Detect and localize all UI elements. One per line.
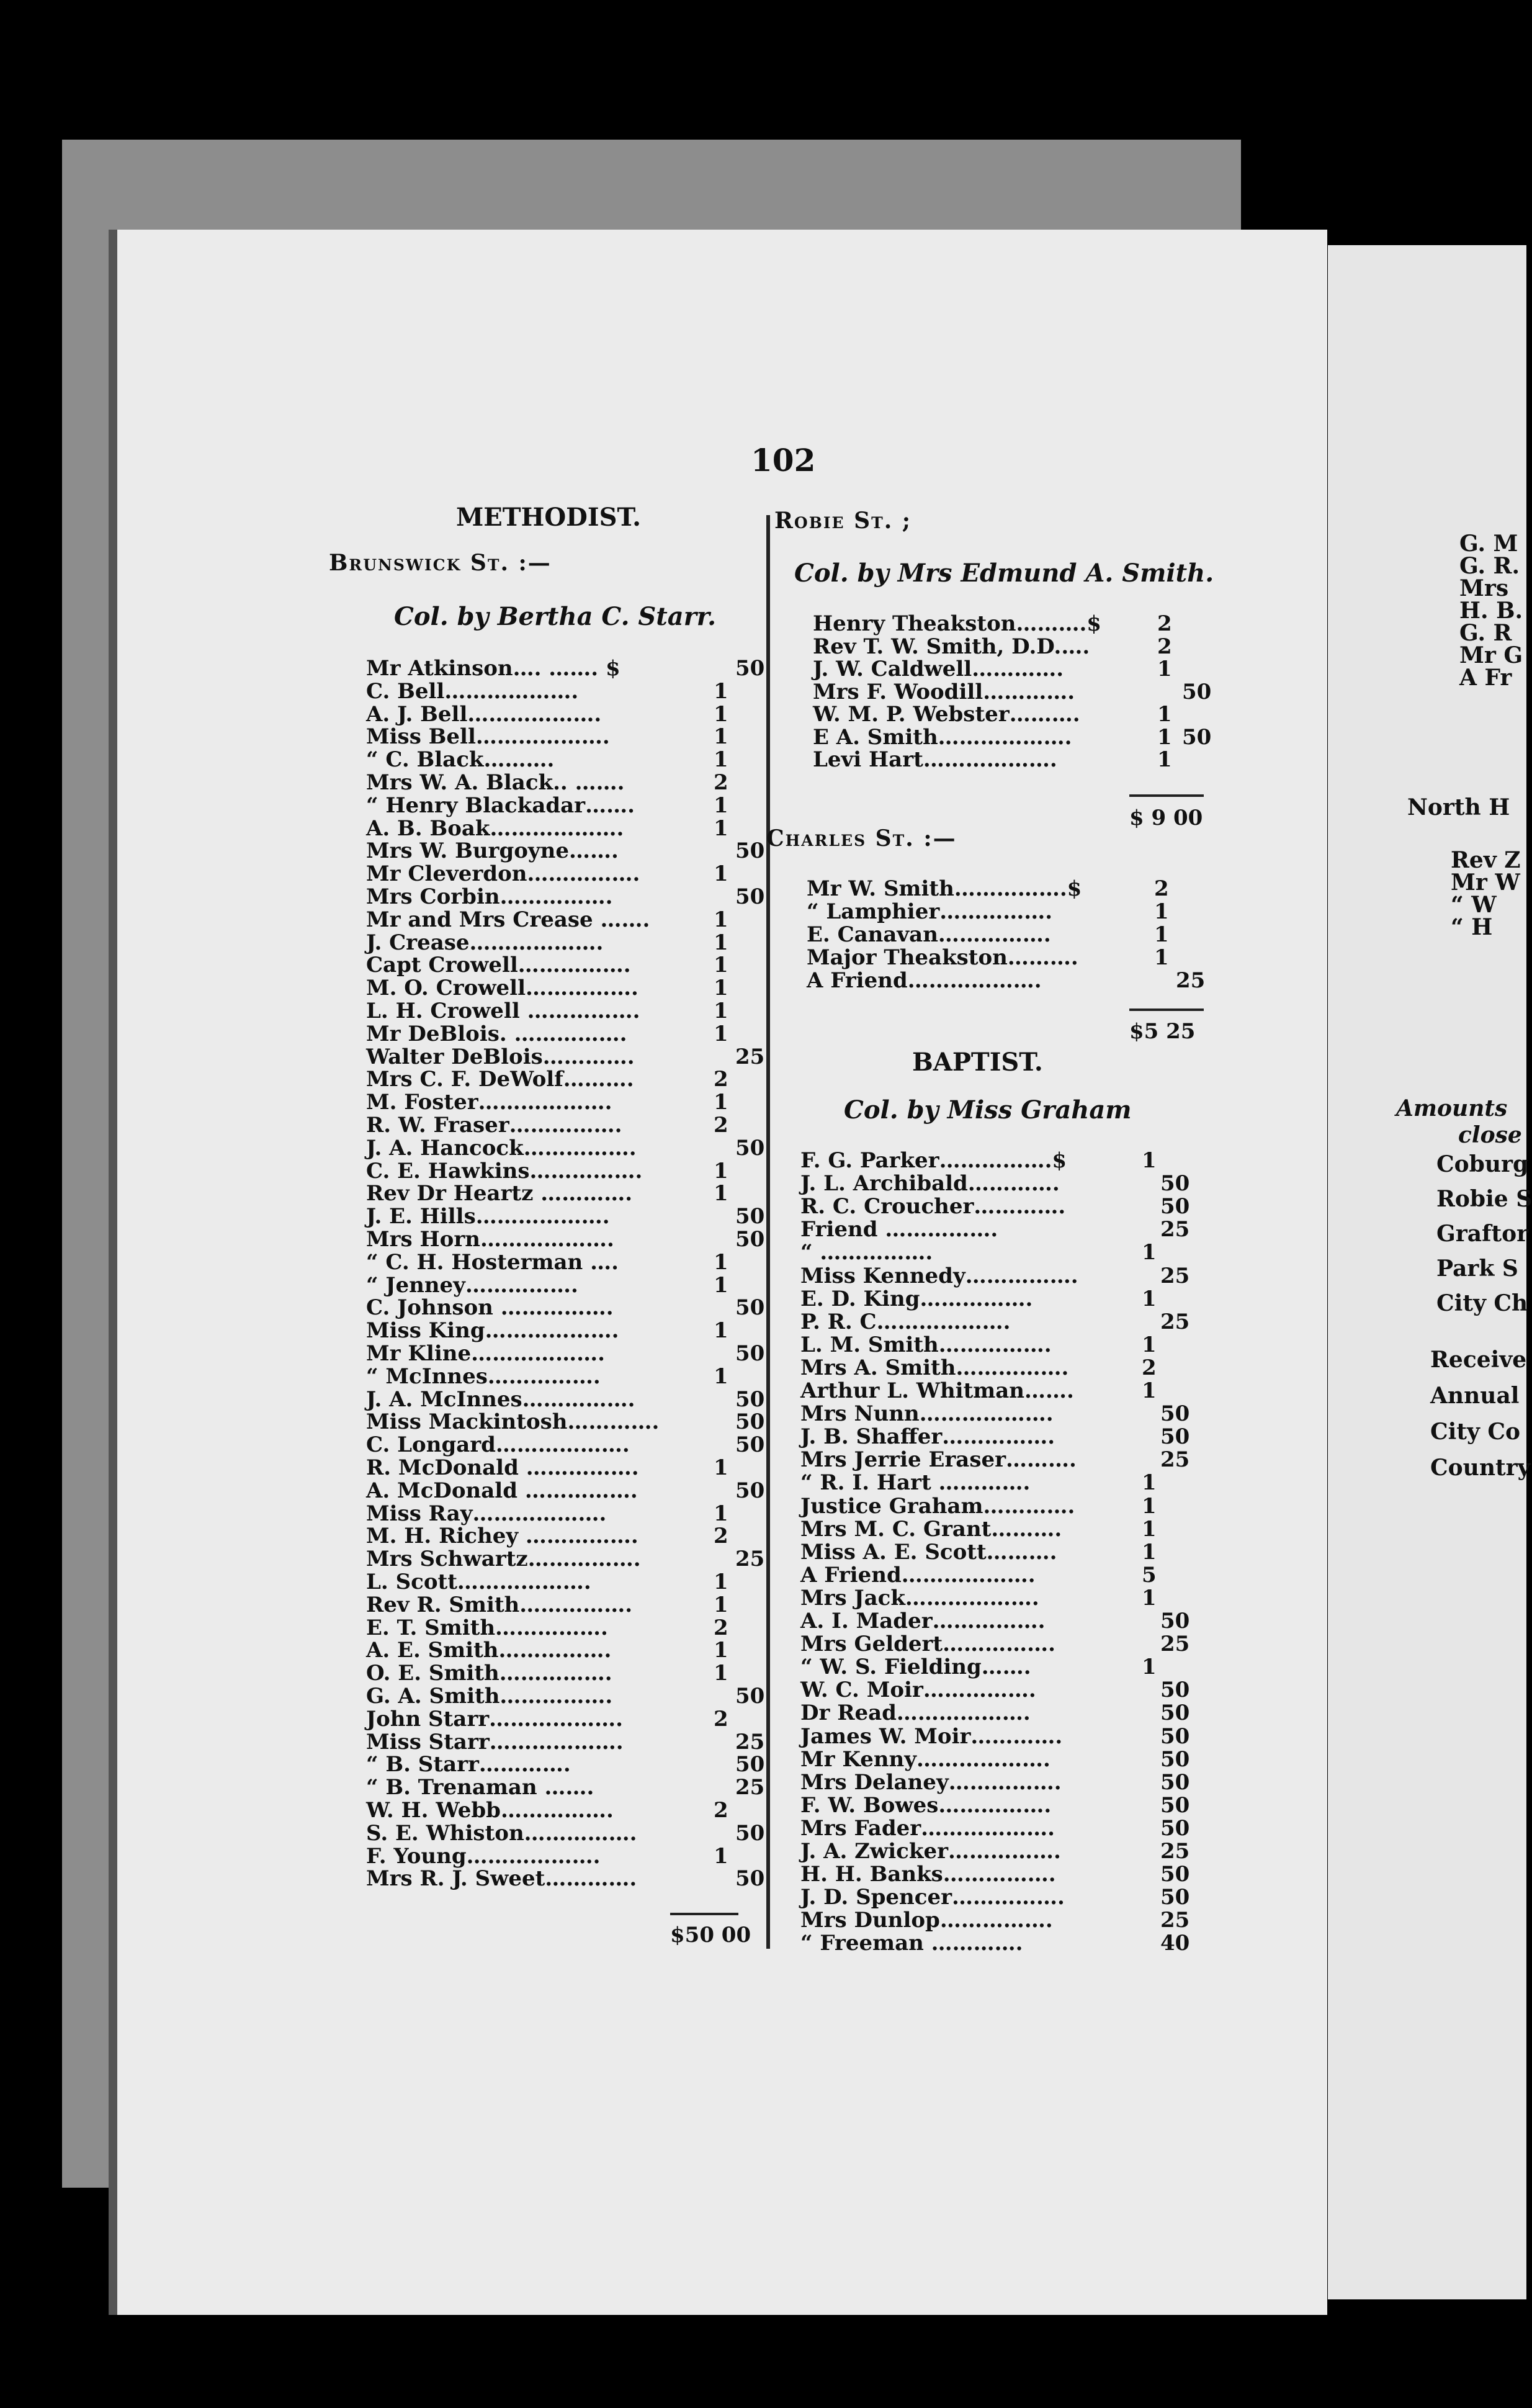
entry-name: A Friend………………. — [807, 968, 1042, 993]
adjacent-line: H. B. — [1459, 598, 1523, 624]
entry-dollars: 2 — [1154, 876, 1169, 901]
entry-dollars: 1 — [1157, 657, 1172, 681]
entry-name: Mr W. Smith…………….$ — [807, 876, 1082, 901]
adjacent-north: North H — [1407, 794, 1510, 820]
entry-name: “ Lamphier……………. — [807, 899, 1053, 924]
entry-name: C. E. Hawkins……………. — [366, 1158, 643, 1184]
adjacent-line: Rev Z — [1451, 847, 1521, 873]
entry-name: Mr and Mrs Crease ……. — [366, 907, 650, 932]
adjacent-line: Graftor — [1436, 1221, 1529, 1247]
entry-cents: 50 — [1160, 1401, 1190, 1427]
section-charles: Charles St. :— — [766, 825, 957, 851]
entry-dollars: 1 — [714, 1570, 728, 1594]
adjacent-line: City Co — [1430, 1419, 1521, 1445]
entry-dollars: 1 — [1154, 922, 1169, 947]
entry-name: Miss A. E. Scott………. — [800, 1539, 1057, 1565]
entry-name: Mrs A. Smith……………. — [800, 1355, 1069, 1380]
adjacent-line: Mr W — [1451, 869, 1520, 896]
entry-dollars: 1 — [714, 999, 728, 1023]
entry-dollars: 2 — [714, 1706, 728, 1732]
entry-dollars: 1 — [714, 815, 728, 841]
entry-name: Mrs C. F. DeWolf………. — [366, 1067, 634, 1092]
entry-cents: 50 — [735, 1478, 765, 1503]
entry-name: H. H. Banks……………. — [800, 1862, 1056, 1887]
entry-name: Miss Bell………………. — [366, 724, 610, 750]
adjacent-line: Annual — [1430, 1383, 1520, 1409]
entry-cents: 50 — [735, 1227, 765, 1252]
entry-dollars: 1 — [714, 1661, 728, 1686]
entry-name: R. McDonald ……………. — [366, 1455, 639, 1480]
entry-name: M. Foster………………. — [366, 1090, 612, 1115]
entry-name: “ Freeman …………. — [800, 1931, 1023, 1956]
heading-methodist: METHODIST. — [456, 503, 641, 532]
entry-name: L. Scott………………. — [366, 1570, 591, 1594]
entry-cents: 50 — [1160, 1723, 1190, 1749]
entry-name: Mrs Dunlop……………. — [800, 1908, 1053, 1933]
entry-cents: 50 — [1160, 1194, 1190, 1220]
entry-cents: 50 — [1160, 1792, 1190, 1818]
entry-dollars: 1 — [714, 1249, 728, 1275]
entry-dollars: 1 — [714, 1501, 728, 1526]
entry-dollars: 1 — [1142, 1286, 1157, 1311]
entry-name: “ Henry Blackadar……. — [366, 793, 635, 818]
entry-dollars: 1 — [714, 1272, 728, 1298]
total-rule-left — [670, 1913, 738, 1915]
entry-dollars: 1 — [714, 1638, 728, 1663]
total-rule-robie — [1129, 794, 1204, 797]
entry-dollars: 1 — [714, 1592, 728, 1617]
entry-cents: 40 — [1160, 1931, 1190, 1956]
entry-cents: 50 — [1160, 1678, 1190, 1703]
entry-dollars: 1 — [1142, 1332, 1157, 1357]
entry-cents: 25 — [735, 1775, 765, 1800]
entry-cents: 25 — [1160, 1217, 1190, 1242]
adjacent-line: Receive — [1430, 1347, 1527, 1373]
section-brunswick: Brunswick St. :— — [329, 550, 552, 576]
entry-cents: 50 — [1160, 1769, 1190, 1795]
entry-name: Mrs M. C. Grant………. — [800, 1516, 1062, 1542]
adjacent-line: Coburg — [1436, 1151, 1529, 1177]
entry-name: “ B. Trenaman ……. — [366, 1775, 594, 1800]
entry-name: Major Theakston………. — [807, 945, 1078, 970]
entry-name: A. B. Boak………………. — [366, 815, 624, 841]
entry-dollars: 1 — [714, 907, 728, 932]
entry-cents: 50 — [735, 1295, 765, 1321]
total-rule-charles — [1129, 1009, 1204, 1011]
heading-baptist: BAPTIST. — [912, 1048, 1043, 1077]
entry-dollars: 1 — [714, 1158, 728, 1184]
entry-name: J. A. McInnes……………. — [366, 1386, 635, 1412]
entry-name: Mr Kline………………. — [366, 1341, 605, 1366]
column-rule — [766, 515, 770, 1949]
entry-name: Mrs Jerrie Eraser………. — [800, 1447, 1077, 1473]
entry-dollars: 1 — [1154, 899, 1169, 924]
entry-name: Friend ……………. — [800, 1217, 998, 1242]
entry-dollars: 1 — [1154, 945, 1169, 970]
entry-name: J. Crease………………. — [366, 930, 604, 955]
entry-name: A. E. Smith……………. — [366, 1638, 612, 1663]
entry-dollars: 1 — [714, 1363, 728, 1389]
entry-cents: 25 — [735, 1729, 765, 1754]
entry-name: Mrs Geldert……………. — [800, 1632, 1055, 1657]
entry-dollars: 1 — [714, 793, 728, 818]
adjacent-line: Country — [1430, 1455, 1531, 1481]
entry-name: “ W. S. Fielding……. — [800, 1655, 1031, 1680]
entry-dollars: 1 — [714, 1090, 728, 1115]
entry-cents: 50 — [735, 1386, 765, 1412]
entry-name: C. Longard………………. — [366, 1432, 630, 1458]
entry-name: Mrs F. Woodill…………. — [813, 679, 1075, 704]
entry-dollars: 1 — [714, 861, 728, 887]
adjacent-line: Mr G — [1459, 642, 1523, 668]
entry-name: M. O. Crowell……………. — [366, 976, 638, 1001]
entry-dollars: 1 — [1157, 747, 1172, 772]
entry-cents: 25 — [1160, 1632, 1190, 1657]
entry-dollars: 1 — [714, 1843, 728, 1869]
adjacent-line: A Fr — [1459, 665, 1512, 691]
entry-dollars: 1 — [1142, 1148, 1157, 1173]
entry-dollars: 1 — [1142, 1655, 1157, 1680]
entry-cents: 50 — [735, 838, 765, 864]
entry-cents: 50 — [1160, 1885, 1190, 1910]
total-charles: $5 25 — [1129, 1019, 1196, 1044]
entry-name: J. A. Hancock……………. — [366, 1135, 637, 1161]
entry-dollars: 1 — [714, 1181, 728, 1206]
entry-name: W. M. P. Webster………. — [813, 702, 1080, 727]
entry-name: E. T. Smith……………. — [366, 1615, 608, 1640]
entry-name: Mrs Delaney……………. — [800, 1769, 1062, 1795]
adjacent-line: G. M — [1459, 531, 1518, 557]
entry-name: John Starr………………. — [366, 1706, 623, 1732]
entry-dollars: 1 — [1142, 1516, 1157, 1542]
entry-name: James W. Moir…………. — [800, 1723, 1063, 1749]
entry-cents: 25 — [735, 1044, 765, 1069]
entry-dollars: 1 — [714, 724, 728, 750]
entry-dollars: 1 — [1157, 702, 1172, 727]
entry-dollars: 1 — [1142, 1539, 1157, 1565]
entry-name: Miss King………………. — [366, 1318, 619, 1344]
adjacent-close: close — [1458, 1122, 1522, 1148]
entry-dollars: 1 — [714, 953, 728, 978]
section-robie: Robie St. ; — [774, 508, 912, 534]
entry-name: Mr Cleverdon……………. — [366, 861, 640, 887]
entry-name: Rev T. W. Smith, D.D.…. — [813, 634, 1090, 659]
entry-name: A. McDonald ……………. — [366, 1478, 638, 1503]
entry-name: J. D. Spencer……………. — [800, 1885, 1065, 1910]
entry-name: P. R. C………………. — [800, 1309, 1011, 1334]
entry-name: Dr Read………………. — [800, 1700, 1031, 1726]
entry-cents: 25 — [1176, 968, 1206, 993]
entry-name: C. Johnson ……………. — [366, 1295, 614, 1321]
entry-name: M. H. Richey ……………. — [366, 1524, 638, 1549]
entry-name: G. A. Smith……………. — [366, 1684, 613, 1709]
adjacent-line: G. R. — [1459, 553, 1520, 579]
entry-cents: 50 — [735, 1684, 765, 1709]
collector-robie: Col. by Mrs Edmund A. Smith. — [794, 559, 1214, 588]
entry-name: Mrs Horn………………. — [366, 1227, 614, 1252]
entry-cents: 50 — [1182, 679, 1212, 704]
entry-cents: 50 — [735, 1432, 765, 1458]
entry-cents: 50 — [735, 884, 765, 909]
entry-cents: 50 — [735, 1752, 765, 1777]
entry-name: J. B. Shaffer……………. — [800, 1424, 1055, 1450]
entry-dollars: 1 — [1142, 1585, 1157, 1611]
entry-cents: 25 — [1160, 1839, 1190, 1864]
entry-cents: 50 — [735, 1820, 765, 1846]
entry-name: Justice Graham…………. — [800, 1493, 1075, 1519]
entry-cents: 50 — [735, 1409, 765, 1435]
page-number: 102 — [751, 442, 816, 478]
entry-cents: 50 — [1160, 1862, 1190, 1887]
collector-baptist: Col. by Miss Graham — [844, 1095, 1132, 1125]
entry-cents: 50 — [1160, 1700, 1190, 1726]
entry-name: “ ……………. — [800, 1240, 933, 1265]
entry-dollars: 1 — [1142, 1470, 1157, 1496]
entry-name: W. H. Webb……………. — [366, 1798, 614, 1823]
entry-name: Mrs Corbin……………. — [366, 884, 613, 909]
entry-name: W. C. Moir……………. — [800, 1678, 1036, 1703]
adjacent-line: Mrs — [1459, 575, 1509, 601]
entry-cents: 25 — [1160, 1309, 1190, 1334]
entry-name: Rev R. Smith……………. — [366, 1592, 633, 1617]
entry-name: E A. Smith………………. — [813, 724, 1072, 750]
entry-cents: 50 — [735, 1135, 765, 1161]
entry-dollars: 1 — [1142, 1378, 1157, 1403]
entry-dollars: 1 — [714, 1318, 728, 1344]
entry-dollars: 1 — [1142, 1493, 1157, 1519]
entry-dollars: 1 — [714, 976, 728, 1001]
adjacent-line: Park S — [1436, 1256, 1518, 1282]
entry-cents: 50 — [1160, 1815, 1190, 1841]
entry-cents: 50 — [1160, 1746, 1190, 1772]
entry-dollars: 1 — [1157, 724, 1172, 750]
entry-dollars: 2 — [714, 770, 728, 795]
entry-name: Mrs Jack………………. — [800, 1585, 1039, 1611]
entry-name: J. W. Caldwell…………. — [813, 657, 1064, 681]
entry-name: A. J. Bell………………. — [366, 701, 602, 727]
entry-name: E. D. King……………. — [800, 1286, 1033, 1311]
entry-dollars: 2 — [714, 1798, 728, 1823]
entry-cents: 50 — [735, 1204, 765, 1229]
total-left: $50 00 — [670, 1923, 751, 1948]
entry-name: Henry Theakston……….$ — [813, 611, 1101, 636]
entry-dollars: 1 — [1142, 1240, 1157, 1265]
entry-cents: 25 — [735, 1547, 765, 1572]
entry-dollars: 1 — [714, 1455, 728, 1480]
entry-dollars: 2 — [714, 1067, 728, 1092]
entry-cents: 50 — [735, 1866, 765, 1892]
entry-dollars: 5 — [1142, 1562, 1157, 1588]
entry-dollars: 1 — [714, 747, 728, 773]
entry-name: C. Bell………………. — [366, 678, 579, 704]
entry-dollars: 2 — [714, 1524, 728, 1549]
entry-name: “ C. H. Hosterman …. — [366, 1249, 619, 1275]
entry-name: Mrs W. A. Black.. ……. — [366, 770, 625, 795]
entry-name: Mr DeBlois. ……………. — [366, 1021, 627, 1046]
entry-name: Mrs R. J. Sweet…………. — [366, 1866, 637, 1892]
entry-name: L. H. Crowell ……………. — [366, 999, 640, 1023]
entry-name: “ C. Black………. — [366, 747, 555, 773]
entry-dollars: 2 — [1142, 1355, 1157, 1380]
entry-name: R. C. Croucher…………. — [800, 1194, 1066, 1220]
entry-name: Miss Ray………………. — [366, 1501, 607, 1526]
entry-cents: 25 — [1160, 1447, 1190, 1473]
entry-dollars: 1 — [714, 701, 728, 727]
entry-name: “ Jenney……………. — [366, 1272, 578, 1298]
adjacent-line: Robie S — [1436, 1186, 1532, 1212]
entry-name: Levi Hart………………. — [813, 747, 1057, 772]
entry-name: “ R. I. Hart …………. — [800, 1470, 1031, 1496]
entry-dollars: 2 — [1157, 611, 1172, 636]
collector-left: Col. by Bertha C. Starr. — [394, 602, 717, 631]
entry-name: A. I. Mader……………. — [800, 1609, 1046, 1633]
entry-dollars: 1 — [714, 930, 728, 955]
entry-name: Arthur L. Whitman……. — [800, 1378, 1074, 1403]
entry-name: Mrs Nunn………………. — [800, 1401, 1054, 1427]
entry-name: J. E. Hills………………. — [366, 1204, 610, 1229]
entry-name: F. G. Parker…………….$ — [800, 1148, 1067, 1173]
entry-name: S. E. Whiston……………. — [366, 1820, 637, 1846]
total-robie: $ 9 00 — [1129, 806, 1203, 830]
entry-cents: 25 — [1160, 1908, 1190, 1933]
adjacent-line: City Ch — [1436, 1290, 1528, 1316]
entry-name: “ McInnes……………. — [366, 1363, 601, 1389]
entry-cents: 50 — [735, 1341, 765, 1366]
entry-cents: 25 — [1160, 1263, 1190, 1288]
adjacent-line: “ H — [1451, 914, 1493, 940]
entry-name: J. A. Zwicker……………. — [800, 1839, 1061, 1864]
entry-name: Miss Kennedy……………. — [800, 1263, 1078, 1288]
entry-cents: 50 — [1160, 1171, 1190, 1197]
entry-dollars: 1 — [714, 1021, 728, 1046]
entry-name: Mr Kenny………………. — [800, 1746, 1050, 1772]
entry-name: L. M. Smith……………. — [800, 1332, 1052, 1357]
entry-name: Mrs W. Burgoyne……. — [366, 838, 619, 864]
entry-cents: 50 — [1160, 1609, 1190, 1633]
adjacent-line: “ W — [1451, 892, 1497, 918]
entry-name: E. Canavan……………. — [807, 922, 1051, 947]
entry-cents: 50 — [1182, 724, 1212, 750]
entry-name: R. W. Fraser……………. — [366, 1113, 622, 1138]
entry-name: O. E. Smith……………. — [366, 1661, 612, 1686]
entry-cents: 50 — [735, 656, 765, 681]
entry-dollars: 2 — [714, 1615, 728, 1640]
entry-name: Rev Dr Heartz …………. — [366, 1181, 633, 1206]
entry-name: Mr Atkinson…. ……. $ — [366, 656, 620, 681]
entry-dollars: 2 — [1157, 634, 1172, 659]
adjacent-amounts: Amounts — [1396, 1095, 1508, 1121]
entry-name: A Friend………………. — [800, 1562, 1036, 1588]
entry-cents: 50 — [1160, 1424, 1190, 1450]
entry-name: F. Young………………. — [366, 1843, 601, 1869]
entry-name: Mrs Schwartz……………. — [366, 1547, 641, 1572]
entry-name: Walter DeBlois…………. — [366, 1044, 635, 1069]
adjacent-line: G. R — [1459, 620, 1512, 646]
entry-name: Capt Crowell……………. — [366, 953, 631, 978]
entry-name: Miss Mackintosh…………. — [366, 1409, 660, 1435]
entry-name: Miss Starr………………. — [366, 1729, 624, 1754]
entry-name: Mrs Fader………………. — [800, 1815, 1055, 1841]
entry-name: J. L. Archibald…………. — [800, 1171, 1060, 1197]
entry-dollars: 1 — [714, 678, 728, 704]
entry-name: F. W. Bowes……………. — [800, 1792, 1052, 1818]
entry-dollars: 2 — [714, 1113, 728, 1138]
entry-name: “ B. Starr…………. — [366, 1752, 571, 1777]
